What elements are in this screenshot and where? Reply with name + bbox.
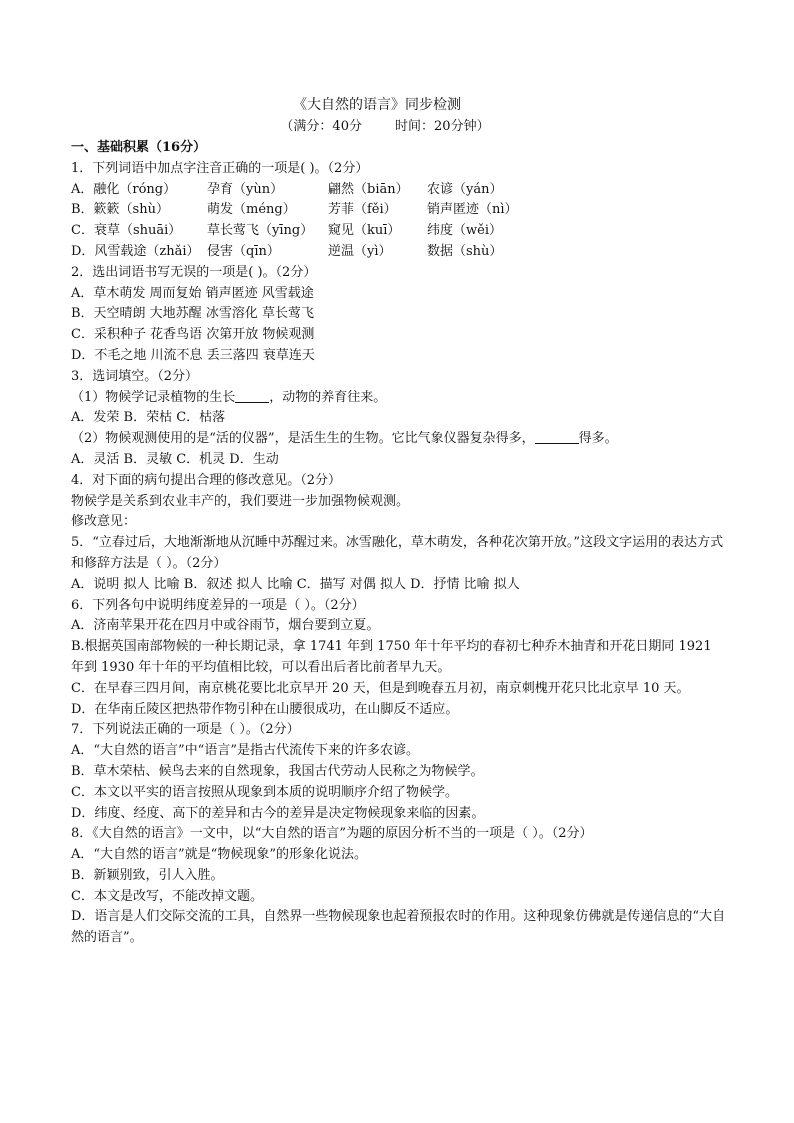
question-8-stem: 8．《大自然的语言》一文中，以“大自然的语言”为题的原因分析不当的一项是（ ）。（2分） <box>71 826 593 842</box>
question-6-option-a: A．济南苹果开花在四月中或谷雨节，烟台要到立夏。 <box>71 618 380 634</box>
option-cell: 草长莺飞（yīng） <box>207 223 314 239</box>
option-cell: 孕育（yùn） <box>207 181 284 197</box>
part-2-text-after: 得多。 <box>578 431 618 447</box>
question-3-part-2-options: A．灵活 B．灵敏 C．机灵 D．生动 <box>71 451 279 467</box>
question-4-stem: 4．对下面的病句提出合理的修改意见。（2分） <box>71 472 342 488</box>
option-cell: 窥见（kuī） <box>328 223 401 239</box>
question-1-row-d <box>71 242 726 263</box>
option-cell: A．融化（róng） <box>71 181 177 197</box>
option-cell: 农谚（yán） <box>427 181 503 197</box>
option-cell: C．衰草（shuāi） <box>71 223 182 239</box>
question-8-option-c: C．本文是改写，不能改掉文题。 <box>71 888 263 904</box>
question-4-answer-label: 修改意见： <box>71 514 137 530</box>
fill-blank[interactable] <box>235 389 269 403</box>
question-4-sentence: 物候学是关系到农业丰产的，我们要进一步加强物候观测。 <box>71 493 410 509</box>
question-6-option-c: C．在早春三四月间，南京桃花要比北京早开 20 天，但是到晚春五月初，南京刺槐开花只比北京早 10 天。 <box>71 680 690 696</box>
document-subtitle: （满分：40分 时间：20分钟） <box>280 119 490 134</box>
question-3-stem: 3．选词填空。（2分） <box>71 368 199 384</box>
option-cell: 翩然（biān） <box>328 181 409 197</box>
question-2-option-a: A．草木萌发 周而复始 销声匿迹 风雪载途 <box>71 285 314 301</box>
option-cell: 销声匿迹（nì） <box>427 202 518 218</box>
option-cell: 萌发（méng） <box>207 202 296 218</box>
question-7-option-a: A．“大自然的语言”中“语言”是指古代流传下来的许多农谚。 <box>71 743 419 759</box>
option-cell: 数据（shù） <box>427 243 503 259</box>
question-1-row-b <box>71 200 726 221</box>
document-title: 《大自然的语言》同步检测 <box>293 97 461 113</box>
option-cell: 逆温（yì） <box>328 243 392 259</box>
question-1-row-c <box>71 221 726 242</box>
question-3-part-1-options: A．发荣 B．荣枯 C．枯落 <box>71 410 226 426</box>
question-2-option-b: B．天空晴朗 大地苏醒 冰雪溶化 草长莺飞 <box>71 306 314 322</box>
question-8-option-d: D．语言是人们交际交流的工具，自然界一些物候现象也起着预报农时的作用。这种现象仿佛就是传递信息的“大自然的语言”。 <box>71 909 726 946</box>
question-8-option-a: A．“大自然的语言”就是“物候现象”的形象化说法。 <box>71 847 367 863</box>
question-2-option-d: D．不毛之地 川流不息 丢三落四 衰草连天 <box>71 347 315 363</box>
question-3-part-2 <box>71 429 726 450</box>
part-2-text-before: （2）物候观测使用的是“活的仪器”，是活生生的生物。它比气象仪器复杂得多， <box>71 431 535 447</box>
question-6-option-d: D．在华南丘陵区把热带作物引种在山腰很成功，在山脚反不适应。 <box>71 701 459 717</box>
question-6-stem: 6．下列各句中说明纬度差异的一项是（ ）。（2分） <box>71 597 365 613</box>
question-7-option-d: D．纬度、经度、高下的差异和古今的差异是决定物候现象来临的因素。 <box>71 805 485 821</box>
option-cell: 纬度（wěi） <box>427 223 502 239</box>
question-1-row-a <box>71 180 726 201</box>
option-cell: 芳菲（fěi） <box>328 202 397 218</box>
option-cell: D．风雪载途（zhǎi） <box>71 243 200 259</box>
option-cell: B．簌簌（shù） <box>71 202 169 218</box>
question-1-stem: 1．下列词语中加点字注音正确的一项是( )。（2分） <box>71 160 369 176</box>
part-1-text-before: （1）物候学记录植物的生长 <box>71 389 236 405</box>
question-2-option-c: C．采积种子 花香鸟语 次第开放 物候观测 <box>71 327 315 343</box>
document-body <box>71 138 726 949</box>
question-2-stem: 2．选出词语书写无误的一项是( )。（2分） <box>71 264 317 280</box>
option-cell: 侵害（qīn） <box>207 243 280 259</box>
question-5-stem: 5．“立春过后，大地渐渐地从沉睡中苏醒过来。冰雪融化，草木萌发，各种花次第开放。”这段文字运用的表达方式和修辞方法是（ ）。（2分） <box>71 535 724 571</box>
question-7-stem: 7．下列说法正确的一项是（ ）。（2分） <box>71 722 300 738</box>
question-5-options: A．说明 拟人 比喻 B．叙述 拟人 比喻 C．描写 对偶 拟人 D．抒情 比喻 拟人 <box>71 576 520 592</box>
part-1-text-after: ，动物的养育往来。 <box>269 389 387 405</box>
fill-blank[interactable] <box>535 430 579 444</box>
question-7-option-c: C．本文以平实的语言按照从现象到本质的说明顺序介绍了物候学。 <box>71 784 458 800</box>
question-7-option-b: B．草木荣枯、候鸟去来的自然现象，我国古代劳动人民称之为物候学。 <box>71 763 484 779</box>
section-heading: 一、基础积累（16分） <box>71 140 207 155</box>
question-6-option-b: B.根据英国南部物候的一种长期记录，拿 1741 年到 1750 年十年平均的春初七种乔木抽青和开花日期同 1921 年到 1930 年十年的平均值相比较，可以看出后者比前者早九天。 <box>71 639 712 675</box>
question-3-part-1 <box>71 388 726 409</box>
question-8-option-b: B．新颖别致，引人入胜。 <box>71 867 224 883</box>
